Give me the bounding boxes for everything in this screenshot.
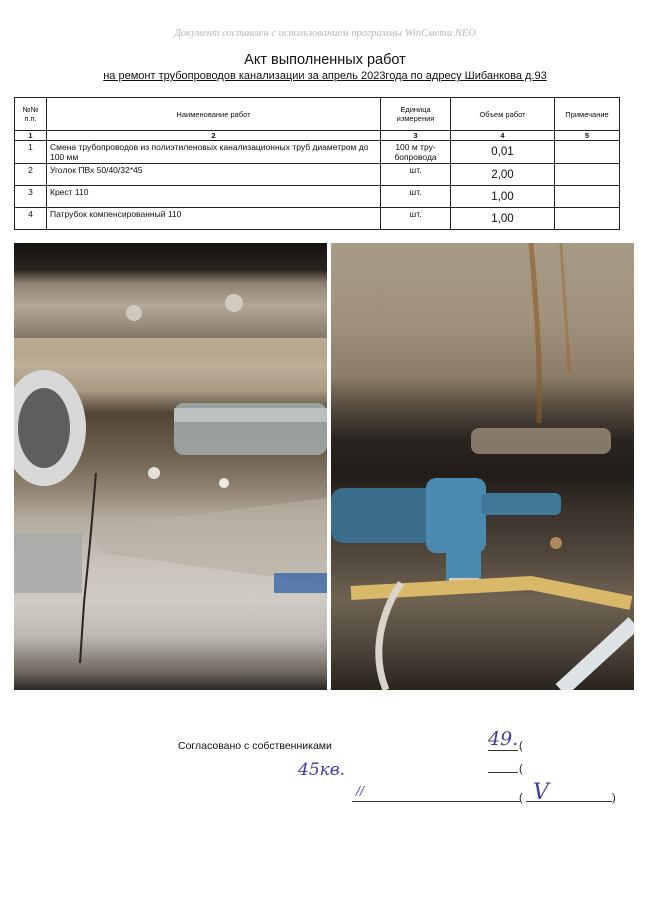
row-volume: 0,01 <box>451 141 555 164</box>
pipe-photo-right <box>331 243 634 690</box>
row-volume: 2,00 <box>451 164 555 186</box>
pipe-photo-left-drawing <box>14 243 327 690</box>
row-volume: 1,00 <box>451 208 555 230</box>
signature-line <box>526 801 612 802</box>
row-unit: 100 м тру-бопровода <box>381 141 451 164</box>
row-volume: 1,00 <box>451 186 555 208</box>
row-unit: шт. <box>381 186 451 208</box>
paren-glyph: ( <box>519 792 523 804</box>
row-name: Патрубок компенсированный 110 <box>47 208 381 230</box>
header-volume: Объем работ <box>451 98 555 131</box>
row-num: 3 <box>15 186 47 208</box>
table-row <box>15 141 620 164</box>
handwritten-signature: V <box>533 780 549 805</box>
row-note <box>555 141 620 164</box>
header-unit: Единица измерения <box>381 98 451 131</box>
signature-line <box>488 750 518 751</box>
signature-line <box>352 801 520 802</box>
paren-glyph: ( <box>519 740 523 752</box>
table-header-row <box>15 98 620 131</box>
program-watermark: Документ составлен с использованием программы WinСмета NEO <box>174 28 476 39</box>
agreed-with-owners-label: Согласовано с собственниками <box>178 740 332 752</box>
pipe-photo-right-drawing <box>331 243 634 690</box>
row-num: 1 <box>15 141 47 164</box>
table-row <box>15 208 620 230</box>
row-num: 4 <box>15 208 47 230</box>
handwritten-apartment-number: 49. <box>488 728 519 750</box>
table-row <box>15 164 620 186</box>
document-subtitle: на ремонт трубопроводов канализации за апрель 2023года по адресу Шибанкова д.93 <box>103 70 547 82</box>
row-num: 2 <box>15 164 47 186</box>
document-title: Акт выполненных работ <box>244 52 406 68</box>
column-number: 1 <box>15 131 47 141</box>
column-number: 4 <box>451 131 555 141</box>
column-numbers-row <box>15 131 620 141</box>
column-number: 2 <box>47 131 381 141</box>
pipe-photo-left <box>14 243 327 690</box>
column-number: 3 <box>381 131 451 141</box>
row-note <box>555 164 620 186</box>
header-name: Наименование работ <box>47 98 381 131</box>
row-note <box>555 208 620 230</box>
row-name: Уголок ПВх 50/40/32*45 <box>47 164 381 186</box>
row-unit: шт. <box>381 208 451 230</box>
table-row <box>15 186 620 208</box>
handwritten-mark: // <box>356 784 365 798</box>
header-num: №№ п.п. <box>15 98 47 131</box>
column-number: 5 <box>555 131 620 141</box>
signature-line <box>488 772 518 773</box>
header-note: Примечание <box>555 98 620 131</box>
row-name: Крест 110 <box>47 186 381 208</box>
handwritten-note: 45кв. <box>298 760 346 780</box>
row-note <box>555 186 620 208</box>
works-table <box>14 97 620 230</box>
row-unit: шт. <box>381 164 451 186</box>
paren-glyph: ) <box>612 792 616 804</box>
row-name: Смена трубопроводов из полиэтиленовых канализационных труб диаметром до 100 мм <box>47 141 381 164</box>
paren-glyph: ( <box>519 763 523 775</box>
